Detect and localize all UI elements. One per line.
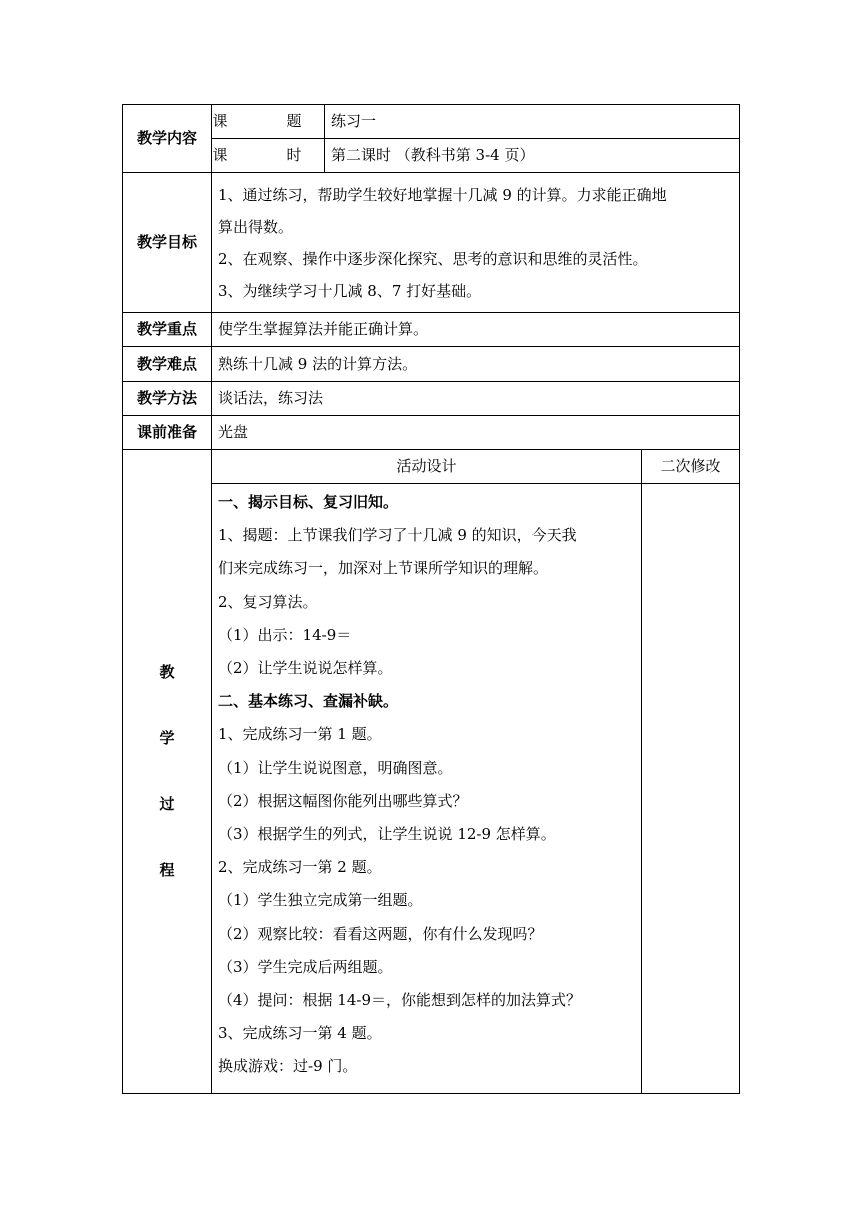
activity-line: 1、完成练习一第 1 题。 (218, 725, 382, 744)
period-label: 课 时 (212, 139, 325, 173)
topic-label: 课 题 (212, 105, 325, 139)
preparation-value: 光盘 (212, 416, 740, 450)
activity-line: 2、复习算法。 (218, 592, 318, 611)
activity-line: 换成游戏：过-9 门。 (218, 1057, 358, 1076)
goal-line: 2、在观察、操作中逐步深化探究、思考的意识和思维的灵活性。 (218, 249, 648, 268)
topic-value: 练习一 (325, 105, 740, 139)
activity-line: 们来完成练习一，加深对上节课所学知识的理解。 (218, 559, 549, 578)
activity-line: （2）观察比较：看看这两题，你有什么发现吗？ (218, 924, 543, 943)
activity-line: （1）出示：14-9＝ (218, 625, 352, 644)
key-points-label: 教学重点 (123, 313, 212, 347)
activity-line: （4）提问：根据 14-9＝，你能想到怎样的加法算式？ (218, 991, 582, 1010)
activity-line: （3）学生完成后两组题。 (218, 957, 393, 976)
lesson-plan-table (122, 104, 740, 1094)
activity-line: （1）学生独立完成第一组题。 (218, 891, 423, 910)
activity-line: （2）让学生说说怎样算。 (218, 659, 393, 678)
process-label (123, 450, 212, 1094)
revision-header: 二次修改 (642, 450, 740, 484)
process-char: 程 (159, 861, 175, 879)
difficulty-label: 教学难点 (123, 347, 212, 382)
revision-content (642, 484, 740, 1094)
process-char: 过 (159, 795, 175, 813)
content-label: 教学内容 (123, 105, 212, 173)
goals-content (212, 173, 740, 313)
goal-line: 算出得数。 (218, 217, 294, 236)
activity-line: （1）让学生说说图意，明确图意。 (218, 758, 453, 777)
activity-line: （3）根据学生的列式，让学生说说 12-9 怎样算。 (218, 825, 556, 844)
activity-line: 2、完成练习一第 2 题。 (218, 858, 382, 877)
activity-line: （2）根据这幅图你能列出哪些算式？ (218, 791, 468, 810)
key-points-value: 使学生掌握算法并能正确计算。 (212, 313, 740, 347)
method-value: 谈话法，练习法 (212, 382, 740, 416)
activity-content (212, 484, 642, 1094)
goals-label: 教学目标 (123, 173, 212, 313)
preparation-label: 课前准备 (123, 416, 212, 450)
process-char: 学 (159, 729, 175, 747)
section-heading: 二、基本练习、查漏补缺。 (218, 692, 399, 711)
section-heading: 一、揭示目标、复习旧知。 (218, 493, 399, 511)
method-label: 教学方法 (123, 382, 212, 416)
period-value: 第二课时 （教科书第 3-4 页） (325, 139, 740, 173)
activity-line: 3、完成练习一第 4 题。 (218, 1024, 382, 1043)
goal-line: 3、为继续学习十几减 8、7 打好基础。 (218, 281, 482, 300)
activity-line: 1、揭题：上节课我们学习了十几减 9 的知识，今天我 (218, 526, 577, 545)
activity-header: 活动设计 (212, 450, 642, 484)
goal-line: 1、通过练习，帮助学生较好地掌握十几减 9 的计算。力求能正确地 (218, 185, 667, 204)
process-char: 教 (159, 663, 175, 681)
difficulty-value: 熟练十几减 9 法的计算方法。 (212, 347, 740, 382)
